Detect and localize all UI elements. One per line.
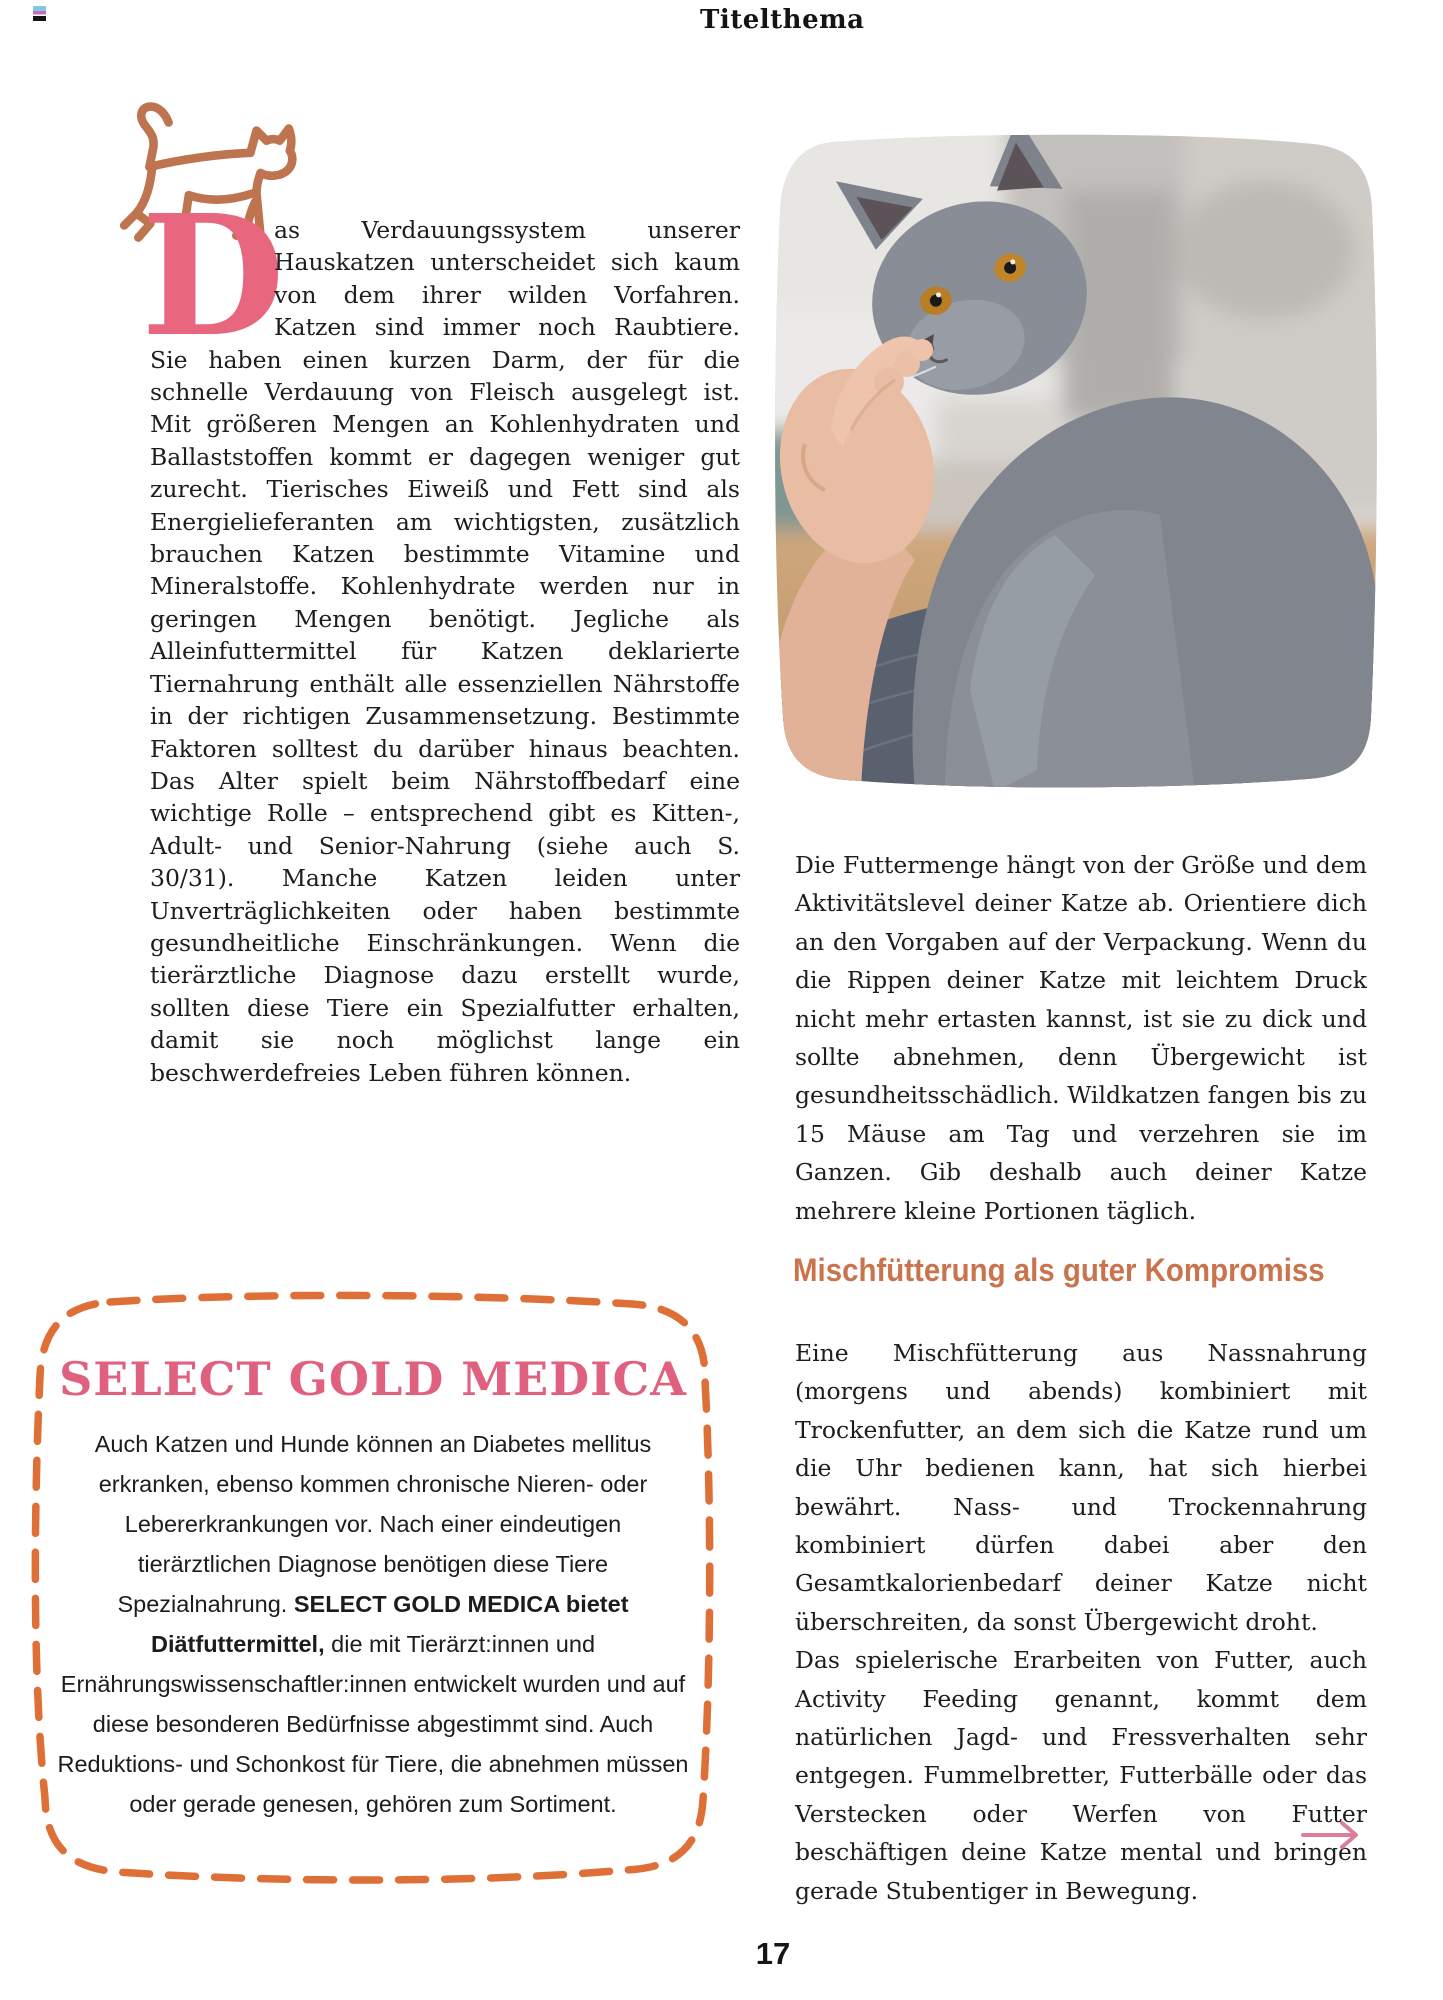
info-box-text-end: die mit Tierärzt:innen und Ernährungswissenschaftler:innen entwickelt wurden und auf diese besonderen Bedürfnisse abgestimmt sind. Auch Reduktions- und Schonkost für Tiere, die abnehmen müssen oder gerade genesen, gehören zum Sortiment. [57,1631,689,1817]
print-registration-mark [33,6,46,21]
feeding-amount-paragraph: Die Futtermenge hängt von der Größe und dem Aktivitätslevel deiner Katze ab. Orientiere dich an den Vorgaben auf der Verpackung. Wenn du die Rippen deiner Katze mit leichtem Druck nicht mehr ertasten kannst, ist sie zu dick und sollte abnehmen, denn Übergewicht ist gesundheitsschädlich. Wildkatzen fangen bis zu 15 Mäuse am Tag und verzehren sie im Ganzen. Gib deshalb auch deiner Katze mehrere kleine Portionen täglich. [795,851,1367,1225]
page-kicker: Titelthema [700,5,865,35]
drop-cap: D [141,179,285,374]
mixed-feeding-paragraph-2: Das spielerische Erarbeiten von Futter, auch Activity Feeding genannt, kommt dem natürlichen Jagd- und Fressverhalten sehr entgegen. Fummelbretter, Futterbälle oder das Verstecken oder Werfen von Futter beschäftigen deine Katze mental und bringen gerade Stubentiger in Bewegung. [795,1646,1367,1905]
info-box-title: SELECT GOLD MEDICA [59,1352,687,1406]
info-box-text-bold: SELECT GOLD MEDICA bietet Diätfuttermittel, [150,1591,629,1657]
intro-paragraph [150,214,740,1089]
info-box-text-start: Auch Katzen und Hunde können an Diabetes mellitus erkranken, ebenso kommen chronische Nieren- oder Lebererkrankungen vor. Nach einer eindeutigen tierärztlichen Diagnose benötigen diese Tiere Spezialnahrung. [94,1431,652,1617]
intro-text: as Verdauungssystem unserer Hauskatzen unterscheidet sich kaum von dem ihrer wilden Vorfahren. Katzen sind immer noch Raubtiere. Sie haben einen kurzen Darm, der für die schnelle Verdauung von Fleisch ausgelegt ist. Mit größeren Mengen an Kohlenhydraten und Ballaststoffen kommt er dagegen weniger gut zurecht. Tierisches Eiweiß und Fett sind als Energielieferanten am wichtigsten, zusätzlich brauchen Katzen bestimmte Vitamine und Mineralstoffe. Kohlenhydrate werden nur in geringen Mengen benötigt. Jegliche als Alleinfuttermittel für Katzen deklarierte Tiernahrung enthält alle essenziellen Nährstoffe in der richtigen Zusammensetzung. Bestimmte Faktoren solltest du darüber hinaus beachten. Das Alter spielt beim Nährstoffbedarf eine wichtige Rolle – entsprechend gibt es Kitten-, Adult- und Senior-Nahrung (siehe auch S. 30/31). Manche Katzen leiden unter Unverträglichkeiten oder haben bestimmte gesundheitliche Einschränkungen. Wenn die tierärztliche Diagnose dazu erstellt wurde, sollten diese Tiere ein Spezialfutter erhalten, damit sie noch möglichst lange ein beschwerdefreies Leben führen können. [150,216,740,1087]
mixed-feeding-paragraph-1: Eine Mischfütterung aus Nassnahrung (morgens und abends) kombiniert mit Trockenfutter, an dem sich die Katze rund um die Uhr bedienen kann, hat sich hierbei bewährt. Nass- und Trockennahrung kombiniert dürfen dabei aber den Gesamtkalorienbedarf deiner Katze nicht überschreiten, da sonst Übergewicht droht. [795,1339,1367,1636]
info-box-text [55,1424,691,1824]
page-number: 17 [755,1936,791,1971]
cat-photo [765,130,1390,792]
mixed-feeding-paragraphs [795,1334,1367,1910]
drop-cap-spacer [150,214,274,312]
arrow-right-icon [1298,1816,1364,1854]
section-heading: Mischfütterung als guter Kompromiss [793,1252,1325,1288]
